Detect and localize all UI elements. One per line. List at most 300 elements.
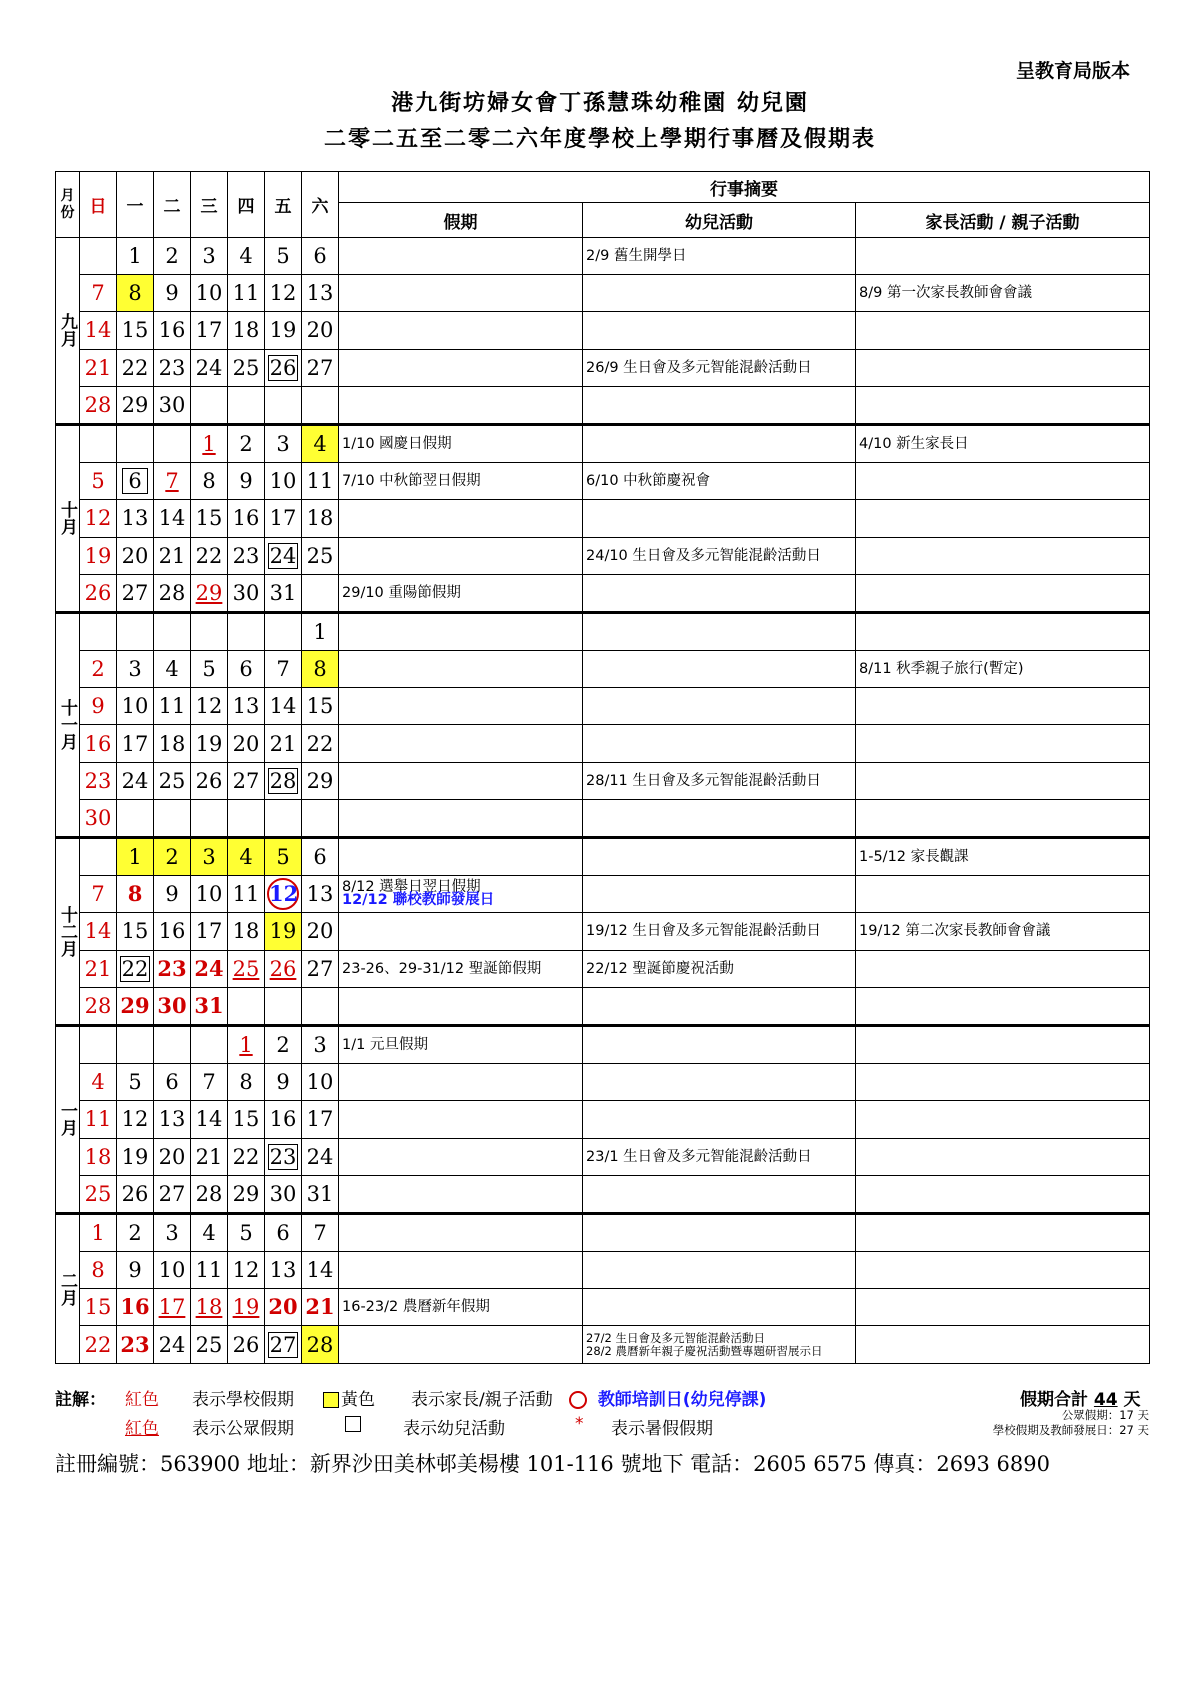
day-cell-mon: [117, 612, 154, 650]
legend-label: 註解：: [55, 1390, 106, 1410]
day-number: 23: [269, 1144, 297, 1169]
parent-activity-header: 家長活動 / 親子活動: [856, 203, 1150, 238]
day-cell-wed: [191, 1213, 228, 1251]
day-cell-thu: [228, 762, 265, 799]
day-number: 4: [202, 1220, 216, 1245]
day-number: 27: [121, 580, 149, 605]
day-cell-wed: [191, 238, 228, 275]
day-cell-tue: [154, 1064, 191, 1101]
day-number: 13: [232, 694, 260, 719]
day-cell-fri: [265, 537, 302, 574]
day-cell-sun: [80, 275, 117, 312]
day-cell-tue: [154, 950, 191, 987]
day-cell-thu: [228, 1064, 265, 1101]
day-cell-wed: [191, 1252, 228, 1289]
day-number: 24: [121, 768, 149, 793]
parent-activity-event: [856, 1289, 1150, 1326]
day-cell-sun: [80, 1101, 117, 1138]
day-number: 1: [313, 619, 327, 644]
day-cell-tue: [154, 1101, 191, 1138]
day-number: 5: [276, 845, 290, 870]
day-number: 7: [91, 281, 105, 306]
legend-total: 假期合計 44 天: [1020, 1390, 1141, 1410]
day-cell-mon: [117, 238, 154, 275]
day-number: 13: [158, 1107, 186, 1132]
red-circle-icon: [569, 1391, 587, 1409]
day-cell-fri: [265, 574, 302, 612]
day-cell-wed: [191, 651, 228, 688]
day-number: 11: [158, 694, 186, 719]
day-cell-sat: [302, 950, 339, 987]
day-number: 20: [158, 1144, 186, 1169]
day-cell-mon: [117, 799, 154, 837]
calendar-table: [55, 171, 1150, 1364]
day-cell-thu: [228, 424, 265, 462]
parent-activity-event: [856, 386, 1150, 424]
legend-box-desc: 表示幼兒活動: [403, 1419, 505, 1439]
day-cell-thu: [228, 1101, 265, 1138]
child-activity-event: [583, 651, 856, 688]
day-cell-sat: [302, 987, 339, 1025]
day-cell-thu: [228, 1175, 265, 1213]
child-activity-event: 26/9 生日會及多元智能混齡活動日: [583, 349, 856, 386]
child-activity-event: [583, 424, 856, 462]
day-cell-sun: [80, 838, 117, 876]
day-number: 17: [121, 731, 149, 756]
day-cell-fri: [265, 725, 302, 762]
parent-activity-event: 19/12 第二次家長教師會會議: [856, 913, 1150, 950]
day-cell-sat: [302, 463, 339, 500]
holiday-event: [339, 1138, 583, 1175]
day-cell-fri: [265, 950, 302, 987]
day-number: 28: [306, 1332, 334, 1357]
day-cell-thu: [228, 725, 265, 762]
holiday-event: [339, 275, 583, 312]
week-row: [56, 950, 1150, 987]
day-number: 4: [91, 1070, 105, 1095]
parent-activity-event: [856, 312, 1150, 349]
day-cell-mon: [117, 987, 154, 1025]
holiday-header: 假期: [339, 203, 583, 238]
day-number: 23: [120, 1331, 150, 1357]
day-cell-tue: [154, 574, 191, 612]
day-number: 5: [91, 469, 105, 494]
day-number: 4: [239, 244, 253, 269]
day-number: 6: [313, 845, 327, 870]
day-number: 19: [121, 1144, 149, 1169]
holiday-event: [339, 312, 583, 349]
legend-box: [345, 1414, 361, 1434]
holiday-event: [339, 238, 583, 275]
day-cell-fri: [265, 1175, 302, 1213]
day-cell-thu: [228, 1289, 265, 1326]
day-cell-fri: [265, 238, 302, 275]
day-number: 9: [165, 882, 179, 907]
day-cell-tue: [154, 386, 191, 424]
day-number: 15: [84, 1295, 112, 1320]
day-cell-sat: [302, 574, 339, 612]
day-number: 18: [232, 919, 260, 944]
parent-activity-event: [856, 1064, 1150, 1101]
parent-activity-event: [856, 725, 1150, 762]
day-cell-fri: [265, 1289, 302, 1326]
footer-info: 註冊編號：563900 地址：新界沙田美林邨美楊樓 101-116 號地下 電話：2605 6575 傳真：2693 6890: [55, 1452, 1050, 1476]
week-row: [56, 500, 1150, 537]
day-number: 28: [195, 1181, 223, 1206]
parent-activity-event: [856, 950, 1150, 987]
day-cell-sun: [80, 1252, 117, 1289]
parent-activity-event: 1-5/12 家長觀課: [856, 838, 1150, 876]
day-number: 25: [84, 1181, 112, 1206]
day-number: 17: [306, 1107, 334, 1132]
child-activity-event: 6/10 中秋節慶祝會: [583, 463, 856, 500]
day-number: 10: [269, 469, 297, 494]
child-activity-event: [583, 1252, 856, 1289]
day-number: 22: [84, 1332, 112, 1357]
day-number: 28: [84, 392, 112, 417]
day-cell-sun: [80, 1138, 117, 1175]
day-number: 26: [269, 355, 297, 380]
day-cell-fri: [265, 876, 302, 913]
day-cell-tue: [154, 238, 191, 275]
day-cell-sat: [302, 275, 339, 312]
child-activity-event: [583, 799, 856, 837]
day-cell-wed: [191, 612, 228, 650]
day-cell-thu: [228, 1138, 265, 1175]
school-name: 港九街坊婦女會丁孫慧珠幼稚園 幼兒園: [391, 91, 809, 116]
week-row: [56, 463, 1150, 500]
day-cell-wed: [191, 1326, 228, 1363]
day-cell-tue: [154, 612, 191, 650]
day-number: 11: [306, 469, 334, 494]
day-cell-mon: [117, 1101, 154, 1138]
child-activity-event: [583, 500, 856, 537]
day-cell-wed: [191, 349, 228, 386]
parent-activity-event: [856, 238, 1150, 275]
week-row: [56, 349, 1150, 386]
holiday-event: [339, 688, 583, 725]
day-cell-sun: [80, 386, 117, 424]
day-number: 27: [269, 1332, 297, 1357]
day-number: 24: [195, 355, 223, 380]
day-number: 12: [269, 281, 297, 306]
day-cell-tue: [154, 1025, 191, 1063]
day-cell-wed: [191, 424, 228, 462]
parent-activity-event: [856, 574, 1150, 612]
day-cell-mon: [117, 349, 154, 386]
day-number: 18: [195, 1295, 223, 1320]
day-number: 15: [121, 919, 149, 944]
day-cell-fri: [265, 312, 302, 349]
day-cell-thu: [228, 876, 265, 913]
day-cell-mon: [117, 1175, 154, 1213]
day-cell-wed: [191, 1289, 228, 1326]
day-cell-mon: [117, 312, 154, 349]
week-row: [56, 1175, 1150, 1213]
day-cell-wed: [191, 463, 228, 500]
holiday-event: [339, 1326, 583, 1363]
day-number: 30: [84, 805, 112, 830]
holiday-event: 29/10 重陽節假期: [339, 574, 583, 612]
day-cell-sat: [302, 1025, 339, 1063]
child-activity-event: 24/10 生日會及多元智能混齡活動日: [583, 537, 856, 574]
week-row: [56, 537, 1150, 574]
day-number: 27: [232, 768, 260, 793]
day-cell-sat: [302, 386, 339, 424]
holiday-event: [339, 349, 583, 386]
day-number: 26: [84, 580, 112, 605]
day-number: 31: [269, 580, 297, 605]
holiday-event: [339, 537, 583, 574]
week-row: [56, 574, 1150, 612]
day-number: 1: [239, 1033, 253, 1058]
child-activity-event: 2/9 舊生開學日: [583, 238, 856, 275]
day-number: 23: [158, 355, 186, 380]
day-number: 8: [128, 281, 142, 306]
week-row: [56, 725, 1150, 762]
day-cell-sun: [80, 762, 117, 799]
day-cell-sat: [302, 612, 339, 650]
day-number: 22: [121, 956, 149, 981]
day-number: 20: [121, 543, 149, 568]
day-number: 17: [195, 919, 223, 944]
empty-box-icon: [345, 1416, 361, 1432]
child-activity-event: [583, 1064, 856, 1101]
day-number: 15: [306, 694, 334, 719]
day-cell-thu: [228, 950, 265, 987]
day-cell-fri: [265, 463, 302, 500]
week-row: [56, 1064, 1150, 1101]
day-number: 2: [165, 845, 179, 870]
day-number: 21: [305, 1294, 335, 1320]
day-number: 23: [84, 768, 112, 793]
month-label: 一月: [56, 1025, 80, 1213]
legend-school-holidays: 學校假期及教師發展日：27 天: [992, 1423, 1149, 1437]
day-cell-wed: [191, 1175, 228, 1213]
day-number: 20: [232, 731, 260, 756]
day-cell-sun: [80, 950, 117, 987]
parent-activity-event: [856, 612, 1150, 650]
day-cell-fri: [265, 651, 302, 688]
day-cell-mon: [117, 651, 154, 688]
day-number: 4: [165, 657, 179, 682]
parent-activity-event: [856, 1138, 1150, 1175]
week-row: [56, 1138, 1150, 1175]
day-number: 30: [158, 392, 186, 417]
week-row: [56, 1213, 1150, 1251]
day-cell-tue: [154, 537, 191, 574]
day-number: 22: [121, 355, 149, 380]
day-cell-sat: [302, 762, 339, 799]
day-number: 3: [128, 657, 142, 682]
day-cell-sat: [302, 1213, 339, 1251]
day-cell-sat: [302, 1326, 339, 1363]
day-number: 14: [84, 919, 112, 944]
day-cell-fri: [265, 1213, 302, 1251]
week-row: [56, 688, 1150, 725]
day-cell-sat: [302, 913, 339, 950]
day-cell-tue: [154, 688, 191, 725]
day-number: 20: [268, 1294, 298, 1320]
day-cell-sat: [302, 799, 339, 837]
day-cell-fri: [265, 1025, 302, 1063]
holiday-event: [339, 500, 583, 537]
day-number: 9: [239, 469, 253, 494]
day-cell-thu: [228, 1025, 265, 1063]
day-cell-sun: [80, 1175, 117, 1213]
day-cell-sat: [302, 238, 339, 275]
day-cell-sun: [80, 1213, 117, 1251]
parent-activity-event: [856, 688, 1150, 725]
day-cell-fri: [265, 1101, 302, 1138]
day-cell-fri: [265, 275, 302, 312]
day-number: 25: [195, 1332, 223, 1357]
week-row: [56, 275, 1150, 312]
child-activity-event: [583, 1025, 856, 1063]
day-cell-mon: [117, 386, 154, 424]
day-number: 26: [195, 768, 223, 793]
day-cell-mon: [117, 876, 154, 913]
holiday-event: [339, 799, 583, 837]
day-cell-sat: [302, 349, 339, 386]
day-cell-fri: [265, 349, 302, 386]
week-row: [56, 651, 1150, 688]
day-number: 19: [232, 1295, 260, 1320]
day-cell-thu: [228, 349, 265, 386]
day-number: 17: [158, 1295, 186, 1320]
day-cell-sat: [302, 500, 339, 537]
day-cell-thu: [228, 987, 265, 1025]
day-cell-sun: [80, 238, 117, 275]
day-number: 28: [269, 768, 297, 793]
day-number: 25: [232, 355, 260, 380]
day-number: 29: [120, 992, 150, 1018]
day-number: 13: [121, 506, 149, 531]
day-cell-sat: [302, 312, 339, 349]
day-cell-fri: [265, 688, 302, 725]
day-cell-sun: [80, 1064, 117, 1101]
day-number: 11: [84, 1107, 112, 1132]
legend-public-holidays: 公眾假期：17 天: [1061, 1408, 1149, 1422]
day-cell-fri: [265, 762, 302, 799]
day-cell-sun: [80, 537, 117, 574]
day-cell-tue: [154, 275, 191, 312]
holiday-event: [339, 651, 583, 688]
day-cell-wed: [191, 799, 228, 837]
holiday-event: [339, 1064, 583, 1101]
day-cell-fri: [265, 424, 302, 462]
parent-activity-event: [856, 1213, 1150, 1251]
day-cell-tue: [154, 312, 191, 349]
day-cell-sat: [302, 651, 339, 688]
child-activity-event: [583, 876, 856, 913]
day-cell-sat: [302, 1064, 339, 1101]
holiday-event: 23-26、29-31/12 聖誕節假期: [339, 950, 583, 987]
day-cell-sat: [302, 1101, 339, 1138]
day-cell-thu: [228, 688, 265, 725]
holiday-event: [339, 1175, 583, 1213]
child-activity-event: [583, 1175, 856, 1213]
week-row: [56, 1101, 1150, 1138]
day-cell-sat: [302, 725, 339, 762]
day-number: 12: [121, 1107, 149, 1132]
parent-activity-event: [856, 537, 1150, 574]
holiday-event: [339, 612, 583, 650]
holiday-event: [339, 725, 583, 762]
legend-training: 教師培訓日(幼兒停課): [569, 1385, 766, 1410]
parent-activity-event: [856, 1175, 1150, 1213]
day-cell-fri: [265, 1252, 302, 1289]
week-row: [56, 762, 1150, 799]
day-number: 7: [165, 469, 179, 494]
day-header-wed: 三: [191, 172, 228, 238]
day-cell-thu: [228, 463, 265, 500]
day-cell-sat: [302, 876, 339, 913]
holiday-event-text: 8/12 選舉日翌日假期: [342, 879, 481, 896]
day-number: 1: [128, 845, 142, 870]
day-number: 22: [232, 1144, 260, 1169]
day-cell-sat: [302, 1252, 339, 1289]
week-row: [56, 386, 1150, 424]
day-number: 20: [306, 919, 334, 944]
day-number: 25: [306, 543, 334, 568]
holiday-event: 1/1 元旦假期: [339, 1025, 583, 1063]
day-cell-sat: [302, 424, 339, 462]
day-cell-sun: [80, 1025, 117, 1063]
day-cell-mon: [117, 463, 154, 500]
day-number: 14: [269, 694, 297, 719]
day-header-thu: 四: [228, 172, 265, 238]
day-cell-tue: [154, 762, 191, 799]
day-number: 22: [195, 543, 223, 568]
day-number: 12: [195, 694, 223, 719]
day-cell-sat: [302, 537, 339, 574]
parent-activity-event: [856, 349, 1150, 386]
day-cell-thu: [228, 275, 265, 312]
day-cell-fri: [265, 500, 302, 537]
day-number: 8: [313, 657, 327, 682]
day-number: 12: [232, 1258, 260, 1283]
day-number: 27: [306, 355, 334, 380]
day-cell-sun: [80, 574, 117, 612]
day-cell-thu: [228, 1213, 265, 1251]
day-number: 23: [232, 543, 260, 568]
day-number: 6: [165, 1070, 179, 1095]
week-row: [56, 312, 1150, 349]
day-number: 30: [232, 580, 260, 605]
day-header-fri: 五: [265, 172, 302, 238]
day-cell-wed: [191, 876, 228, 913]
day-cell-sat: [302, 1289, 339, 1326]
day-cell-wed: [191, 537, 228, 574]
week-row: [56, 612, 1150, 650]
week-row: [56, 799, 1150, 837]
day-number: 6: [122, 468, 148, 494]
version-label: 呈教育局版本: [1015, 60, 1130, 82]
day-cell-wed: [191, 1025, 228, 1063]
day-number: 9: [128, 1258, 142, 1283]
day-number: 18: [84, 1144, 112, 1169]
child-activity-event: [583, 838, 856, 876]
holiday-event: 1/10 國慶日假期: [339, 424, 583, 462]
day-cell-tue: [154, 349, 191, 386]
day-cell-wed: [191, 1064, 228, 1101]
day-number: 12: [267, 878, 299, 910]
day-number: 1: [128, 244, 142, 269]
day-number: 19: [269, 318, 297, 343]
week-row: [56, 987, 1150, 1025]
day-number: 5: [202, 657, 216, 682]
